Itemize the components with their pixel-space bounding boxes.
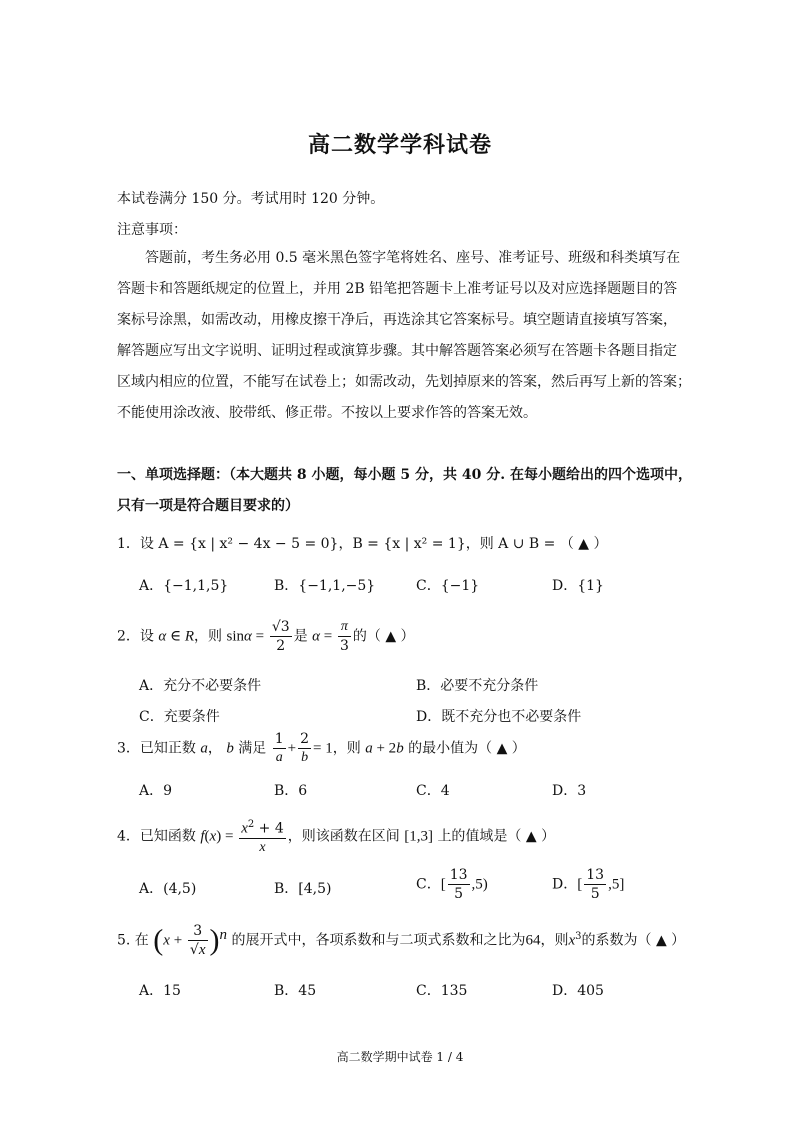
q5-suffix2: ，则 [540, 932, 569, 949]
q3-fraction: $\frac{2}{b}$ [300, 731, 310, 765]
question-2-option-a: A．充分不必要条件 [139, 678, 262, 694]
question-5-option-b: B．45 [274, 983, 317, 999]
q3-prefix: 3．已知正数 [117, 740, 196, 757]
question-4-option-d [552, 866, 624, 903]
question-3-stem [117, 730, 526, 767]
question-3-option-a: A．9 [139, 783, 173, 799]
q2-math: α [244, 628, 252, 645]
question-4-stem [117, 816, 555, 857]
q2-suffix: 的（ ▲ ） [352, 628, 415, 645]
question-3-option-b: B．6 [274, 783, 308, 799]
q5-ratio: 64 [525, 932, 541, 949]
q2-math: R [184, 628, 195, 645]
question-4-option-a: A．(4,5) [139, 881, 197, 897]
q5-fraction: $\frac{3}{√x}$ [189, 923, 206, 958]
q3-math: b [396, 740, 404, 757]
q3-suffix: ，则 [332, 740, 361, 757]
q5-math: n [219, 926, 227, 943]
question-3-option-d: D．3 [552, 783, 587, 799]
notice-line: 区域内相应的位置，不能写在试卷上；如需改动，先划掉原来的答案，然后再写上新的答案； [117, 374, 691, 390]
q2-mid2: 是 [293, 628, 308, 645]
q3-mid2: 满足 [238, 740, 267, 757]
q4-prefix: 4．已知函数 [117, 828, 196, 845]
q4-fraction: $\frac{x^2 + 4}{x}$ [239, 816, 286, 857]
q4-option-d-fraction: $\frac{13}{5}$ [586, 867, 605, 902]
q4-option-c-fraction: $\frac{13}{5}$ [449, 867, 468, 902]
question-2-stem [117, 618, 415, 655]
q4-math: [ [577, 876, 583, 893]
q3-math: + [287, 740, 297, 757]
q5-suffix3: 的系数为（ ▲ ） [581, 932, 686, 949]
page-footer: 高二数学期中试卷 1 / 4 [336, 1050, 464, 1064]
question-1-option-d: D．{1} [552, 578, 604, 594]
question-4-option-b: B．[4,5) [274, 881, 332, 897]
q2-math: = [251, 628, 268, 645]
q3-math: = 1 [313, 740, 333, 757]
question-5-stem [117, 922, 685, 959]
q5-math: x [163, 932, 170, 949]
q4-option-c-label: C． [416, 876, 441, 893]
q4-math: x [209, 828, 217, 845]
notice-line: 案标号涂黑，如需改动，用橡皮擦干净后，再选涂其它答案标号。填空题请直接填写答案， [117, 312, 677, 328]
q3-math: a [200, 740, 208, 757]
question-3-option-c: C．4 [416, 783, 450, 799]
q4-math: [ [440, 876, 446, 893]
question-5-option-a: A．15 [139, 983, 181, 999]
q5-math: ) [209, 923, 220, 957]
notice-line: 解答题应写出文字说明、证明过程或演算步骤。其中解答题答案必须写在答题卡各题目指定 [117, 343, 677, 359]
q2-prefix: 2．设 [117, 628, 154, 645]
q4-suffix2: 上的值域是（ ▲ ） [437, 828, 556, 845]
q5-prefix: 5. 在 [117, 932, 149, 949]
q3-math: + 2 [372, 740, 397, 757]
q5-math: + [169, 932, 186, 949]
question-1-option-c: C．{−1} [416, 578, 480, 594]
q5-math: 3 [575, 930, 582, 942]
question-1-option-b: B．{−1,1,−5} [274, 578, 376, 594]
q4-math: ( [204, 828, 210, 845]
question-4-option-c [416, 866, 488, 903]
q4-suffix: ，则该函数在区间 [287, 828, 400, 845]
q3-math: a [365, 740, 373, 757]
notice-line: 答题卡和答题纸规定的位置上，并用 2B 铅笔把答题卡上准考证号以及对应选择题题目的答 [117, 281, 678, 297]
q2-math: α [158, 628, 167, 645]
notice-line: 答题前，考生务必用 0.5 毫米黑色签字笔将姓名、座号、准考证号、班级和科类填写在 [145, 250, 681, 266]
q3-mid1: ， [207, 740, 222, 757]
notice-line: 不能使用涂改液、胶带纸、修正带。不按以上要求作答的答案无效。 [117, 405, 537, 421]
q3-suffix2: 的最小值为（ ▲ ） [408, 740, 526, 757]
question-2-option-d: D．既不充分也不必要条件 [416, 709, 582, 725]
question-1-stem: 1．设 A = {x | x² − 4x − 5 = 0}，B = {x | x² = 1}，则 A ∪ B = （ ▲ ） [117, 536, 608, 552]
page-title: 高二数学学科试卷 [307, 132, 492, 158]
q2-fraction: $\frac{\pi}{3}$ [339, 619, 349, 654]
section-heading-cont: 只有一项是符合题目要求的） [117, 498, 299, 514]
notice-heading: 注意事项： [117, 222, 187, 238]
q4-math: f [200, 828, 205, 845]
q2-math: = [320, 628, 336, 645]
question-2-option-c: C．充要条件 [139, 709, 220, 725]
q5-suffix: 的展开式中，各项系数和与二项式系数和之比为 [231, 932, 526, 949]
section-heading: 一、单项选择题：（本大题共 8 小题，每小题 5 分，共 40 分. 在每小题给出的四个选项中， [117, 467, 692, 483]
notice-paragraph [117, 243, 697, 429]
q3-fraction: $\frac{1}{a}$ [274, 731, 284, 765]
q2-fraction: $\frac{√3}{2}$ [271, 619, 290, 654]
q3-math: b [226, 740, 234, 757]
q4-math: [1,3] [404, 828, 433, 845]
question-5-option-d: D．405 [552, 983, 604, 999]
q5-math: x [568, 932, 576, 949]
q2-math: ∈ [166, 628, 185, 645]
q4-math: ) = [216, 828, 238, 845]
question-1-option-a: A．{−1,1,5} [139, 578, 229, 594]
question-2-option-b: B．必要不充分条件 [416, 678, 539, 694]
q5-math: ( [153, 923, 164, 957]
q2-mid1: ，则 [194, 628, 223, 645]
q2-math: sin [226, 628, 244, 645]
question-5-option-c: C．135 [416, 983, 468, 999]
q4-math: ,5] [608, 876, 625, 893]
q4-option-d-label: D． [552, 876, 578, 893]
q4-math: ,5) [471, 876, 488, 893]
q2-math: α [312, 628, 320, 645]
exam-intro: 本试卷满分 150 分。考试用时 120 分钟。 [117, 191, 385, 207]
